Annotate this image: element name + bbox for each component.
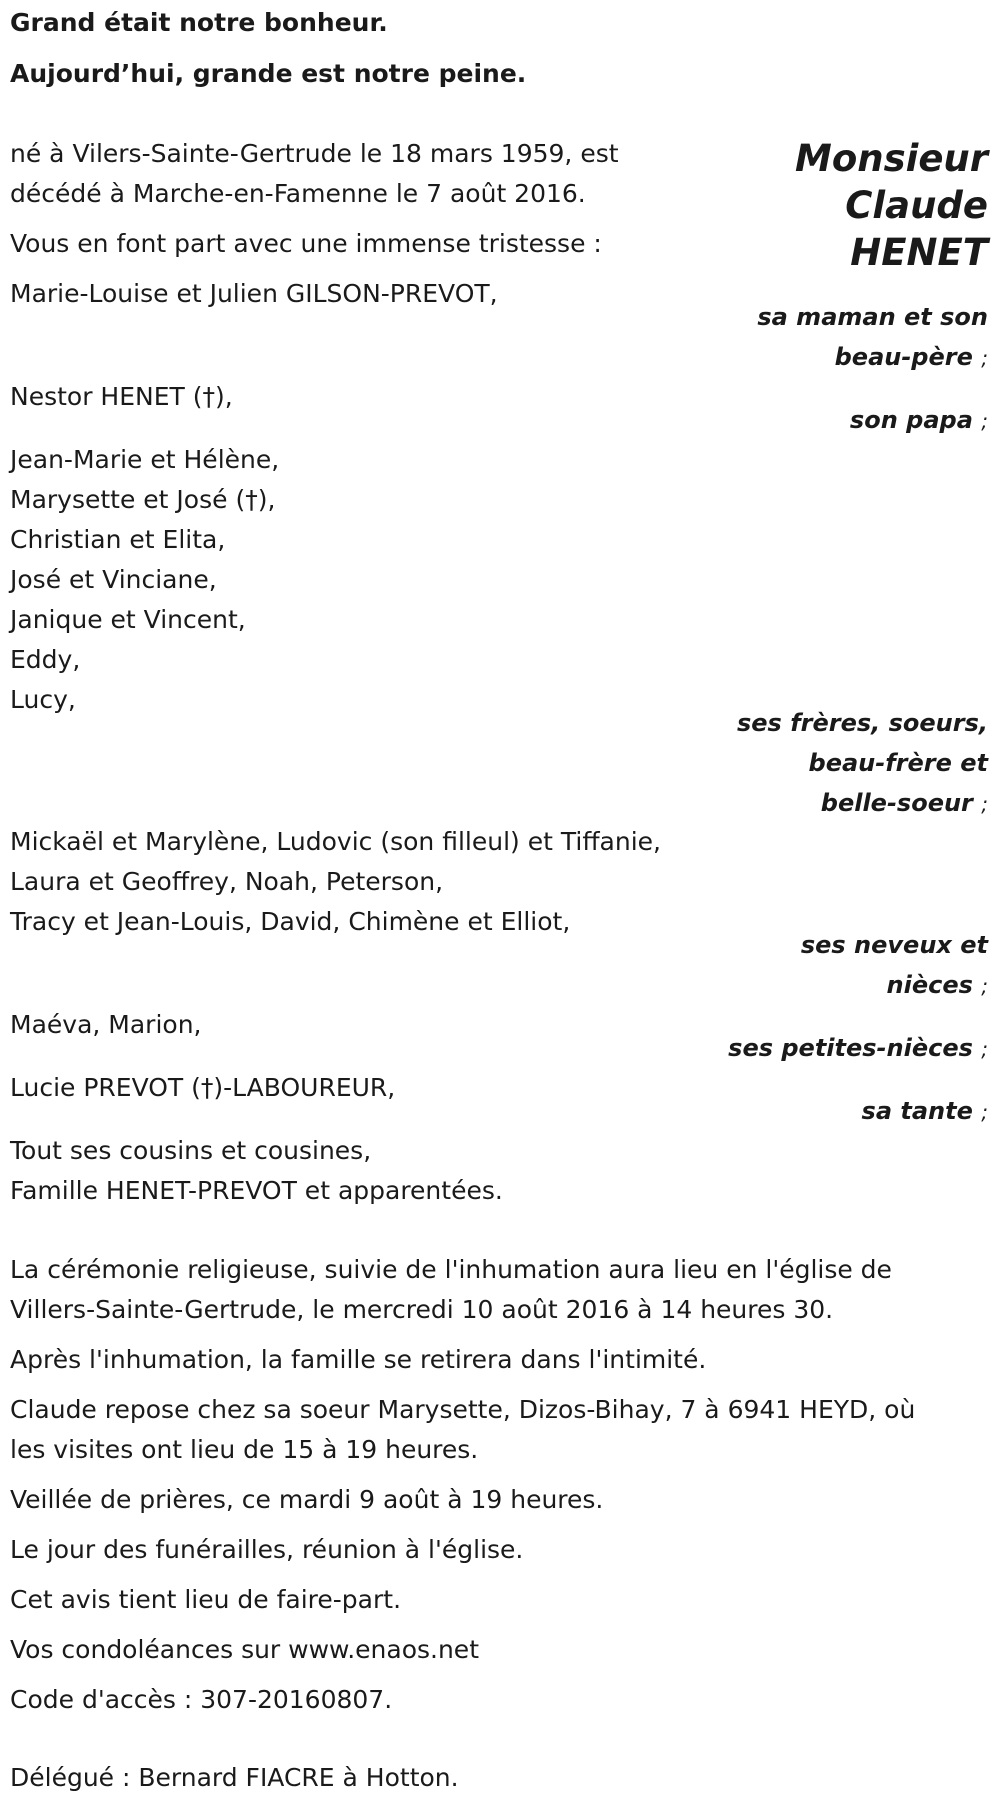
family-line: Laura et Geoffrey, Noah, Peterson,	[10, 867, 444, 896]
deceased-last-name: HENET	[850, 231, 988, 274]
deceased-first-name: Claude	[845, 184, 988, 227]
delegate-line: Délégué : Bernard FIACRE à Hotton.	[10, 1763, 459, 1792]
ceremony-line: Code d'accès : 307-20160807.	[10, 1685, 393, 1714]
ceremony-line: les visites ont lieu de 15 à 19 heures.	[10, 1435, 479, 1464]
family-line: Tracy et Jean-Louis, David, Chimène et Elliot,	[10, 907, 571, 936]
relationship-role: ses petites-nièces ;	[728, 1034, 988, 1062]
ceremony-line: Claude repose chez sa soeur Marysette, Dizos-Bihay, 7 à 6941 HEYD, où	[10, 1395, 916, 1424]
family-line: Nestor HENET (†),	[10, 382, 233, 411]
intro-line-1: né à Vilers-Sainte-Gertrude le 18 mars 1959, est	[10, 139, 619, 168]
intro-line-3: Vous en font part avec une immense tristesse :	[10, 229, 602, 258]
relationship-role: sa tante ;	[861, 1097, 988, 1125]
family-line: Marie-Louise et Julien GILSON-PREVOT,	[10, 279, 498, 308]
ceremony-line: Le jour des funérailles, réunion à l'église.	[10, 1535, 524, 1564]
family-line: Lucie PREVOT (†)-LABOUREUR,	[10, 1073, 396, 1102]
ceremony-line: La cérémonie religieuse, suivie de l'inhumation aura lieu en l'église de	[10, 1255, 892, 1284]
relationship-role: sa maman et son	[757, 303, 988, 331]
family-line: Lucy,	[10, 685, 76, 714]
family-line: Tout ses cousins et cousines,	[10, 1136, 372, 1165]
relationship-role: ses frères, soeurs,	[736, 709, 988, 737]
relationship-role: nièces ;	[886, 971, 988, 999]
header-line-2: Aujourd’hui, grande est notre peine.	[10, 59, 527, 88]
ceremony-line: Cet avis tient lieu de faire-part.	[10, 1585, 402, 1614]
relationship-role: ses neveux et	[800, 931, 988, 959]
family-line: Maéva, Marion,	[10, 1010, 202, 1039]
family-line: Mickaël et Marylène, Ludovic (son filleul) et Tiffanie,	[10, 827, 661, 856]
intro-line-2: décédé à Marche-en-Famenne le 7 août 2016.	[10, 179, 586, 208]
family-line: Eddy,	[10, 645, 81, 674]
relationship-role: belle-soeur ;	[820, 789, 988, 817]
family-line: José et Vinciane,	[10, 565, 217, 594]
family-line: Marysette et José (†),	[10, 485, 276, 514]
relationship-role: beau-père ;	[834, 343, 988, 371]
relationship-role: son papa ;	[849, 406, 988, 434]
family-line: Famille HENET-PREVOT et apparentées.	[10, 1176, 503, 1205]
family-line: Christian et Elita,	[10, 525, 226, 554]
family-line: Janique et Vincent,	[10, 605, 246, 634]
relationship-role: beau-frère et	[808, 749, 988, 777]
ceremony-line: Après l'inhumation, la famille se retirera dans l'intimité.	[10, 1345, 707, 1374]
family-line: Jean-Marie et Hélène,	[10, 445, 280, 474]
ceremony-line: Veillée de prières, ce mardi 9 août à 19 heures.	[10, 1485, 604, 1514]
header-line-1: Grand était notre bonheur.	[10, 8, 388, 37]
ceremony-line: Villers-Sainte-Gertrude, le mercredi 10 août 2016 à 14 heures 30.	[10, 1295, 834, 1324]
ceremony-line: Vos condoléances sur www.enaos.net	[10, 1635, 479, 1664]
deceased-title: Monsieur	[795, 137, 988, 180]
